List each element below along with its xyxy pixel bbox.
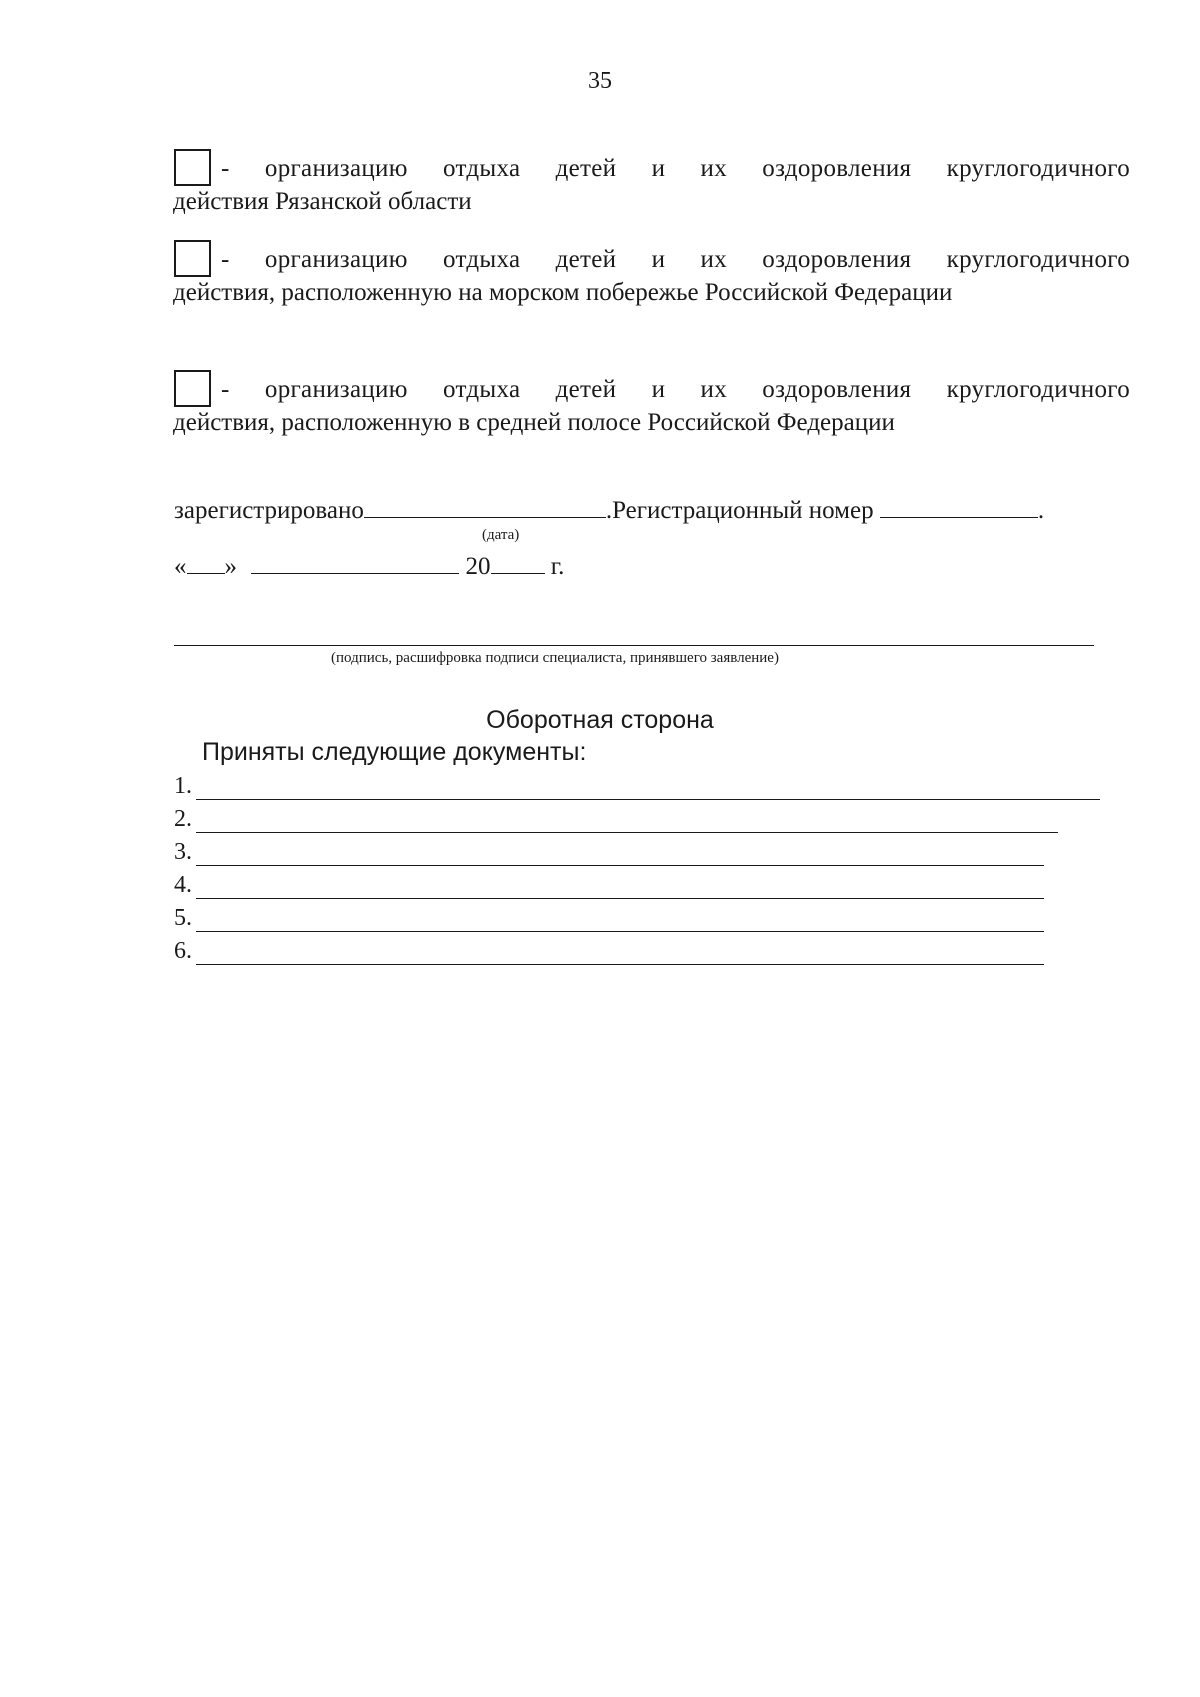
document-row <box>174 902 1044 932</box>
document-row-line[interactable] <box>196 777 1100 800</box>
month-field[interactable] <box>251 553 459 574</box>
signature-line[interactable] <box>174 645 1094 646</box>
document-row <box>174 770 1100 800</box>
document-row <box>174 803 1058 833</box>
accepted-documents-label: Приняты следующие документы: <box>202 738 587 766</box>
date-hint: (дата) <box>482 527 520 543</box>
document-row-number: 4. <box>174 872 192 898</box>
option-ryazan <box>174 153 1130 218</box>
document-row-line[interactable] <box>196 810 1058 833</box>
document-row-line[interactable] <box>196 942 1044 965</box>
date-line <box>174 553 564 581</box>
back-side-title: Оборотная сторона <box>486 706 714 734</box>
reg-end-mark: . <box>1037 497 1045 524</box>
option-ryazan-text-line2: действия Рязанской области <box>173 188 472 215</box>
registered-label: зарегистрировано <box>174 497 364 524</box>
option-ryazan-checkbox[interactable] <box>174 149 211 186</box>
quote-open: « <box>174 553 187 580</box>
document-row-line[interactable] <box>196 876 1044 899</box>
document-row <box>174 869 1044 899</box>
document-row-number: 3. <box>174 839 192 865</box>
document-row-line[interactable] <box>196 909 1044 932</box>
document-row <box>174 935 1044 965</box>
option-seaside-text-line1: - организацию отдыха детей и их оздоровления круглогодичного <box>221 246 1130 273</box>
option-seaside-text-line2: действия, расположенную на морском побережье Российской Федерации <box>173 279 953 306</box>
page-number: 35 <box>588 68 612 94</box>
option-central-text-line1: - организацию отдыха детей и их оздоровления круглогодичного <box>221 376 1130 403</box>
document-row-number: 6. <box>174 938 192 964</box>
document-row-number: 2. <box>174 806 192 832</box>
option-ryazan-text-line1: - организацию отдыха детей и их оздоровления круглогодичного <box>221 155 1130 182</box>
option-central <box>174 374 1130 439</box>
document-row-number: 5. <box>174 905 192 931</box>
document-row <box>174 836 1044 866</box>
registration-line <box>174 497 1044 525</box>
registration-date-field[interactable] <box>364 497 606 518</box>
option-central-text-line2: действия, расположенную в средней полосе Российской Федерации <box>173 409 895 436</box>
option-central-checkbox[interactable] <box>174 370 211 407</box>
year-prefix: 20 <box>465 553 491 580</box>
year-field[interactable] <box>491 553 545 574</box>
option-seaside-checkbox[interactable] <box>174 240 211 277</box>
option-seaside <box>174 244 1130 309</box>
reg-number-field[interactable] <box>880 497 1038 518</box>
signature-hint: (подпись, расшифровка подписи специалиста, принявшего заявление) <box>331 650 779 666</box>
document-row-line[interactable] <box>196 843 1044 866</box>
quote-close: » <box>224 553 237 580</box>
reg-number-label: .Регистрационный номер <box>605 497 874 524</box>
year-suffix: г. <box>550 553 565 580</box>
day-field[interactable] <box>187 553 225 574</box>
document-row-number: 1. <box>174 773 192 799</box>
